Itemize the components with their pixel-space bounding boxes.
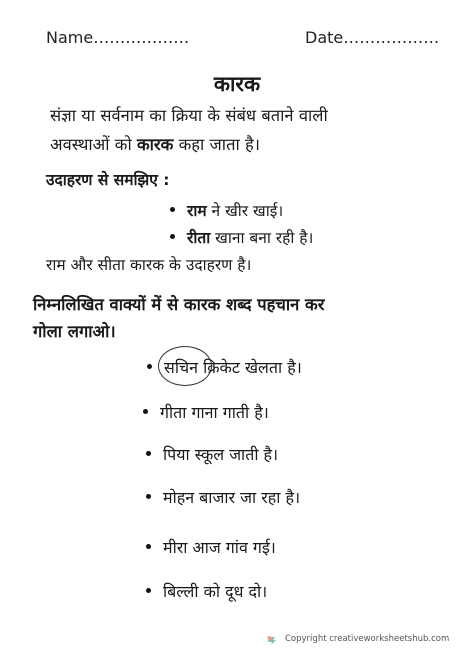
bullet-icon [146, 544, 151, 549]
exercise-item-text: बिल्ली को दूध दो। [163, 582, 268, 601]
intro-keyword: कारक [136, 135, 174, 154]
intro-line-2-post: कहा जाता है। [173, 135, 261, 154]
exercise-item-text: गीता गाना गाती है। [160, 403, 269, 422]
name-field-label: Name……………… [46, 28, 190, 47]
exercise-item [146, 536, 276, 558]
exercise-instruction-line-1: निम्नलिखित वाक्यों में से कारक शब्द पहचान कर [33, 295, 325, 314]
exercise-item-rest: क्रिकेट खेलता है। [198, 358, 302, 377]
exercise-item [147, 356, 302, 378]
bullet-icon [170, 234, 175, 239]
exercise-item-text: पिया स्कूल जाती है। [163, 445, 279, 464]
example-item [170, 199, 283, 221]
bullet-icon [170, 207, 175, 212]
examples-summary: राम और सीता कारक के उदाहरण है। [46, 256, 252, 274]
circled-word-text: सचिन [164, 358, 199, 377]
date-field-label: Date……………… [305, 28, 440, 47]
circled-word [164, 356, 198, 378]
answer-circle [158, 346, 212, 386]
bullet-icon [143, 409, 148, 414]
intro-line-1: संज्ञा या सर्वनाम का क्रिया के संबंध बताने वाली [50, 106, 328, 125]
intro-line-2 [50, 132, 260, 155]
copyright-text: Copyright creativeworksheetshub.com [285, 634, 450, 644]
example-keyword: रीता [187, 229, 211, 247]
bullet-icon [146, 494, 151, 499]
exercise-item-text: मीरा आज गांव गई। [163, 538, 276, 557]
exercise-item [143, 401, 269, 423]
example-rest: ने खीर खाई। [206, 202, 284, 220]
exercise-item [146, 486, 300, 508]
exercise-item [146, 580, 267, 602]
page-title: कारक [213, 72, 261, 96]
site-logo-icon [266, 634, 278, 646]
exercise-item [146, 443, 278, 465]
bullet-icon [146, 588, 151, 593]
example-item [170, 226, 313, 248]
bullet-icon [146, 451, 151, 456]
example-keyword: राम [187, 202, 207, 220]
example-rest: खाना बना रही है। [210, 229, 314, 247]
bullet-icon [147, 364, 152, 369]
exercise-item-text: मोहन बाजार जा रहा है। [163, 488, 301, 507]
examples-heading: उदाहरण से समझिए : [46, 171, 170, 189]
intro-line-2-pre: अवस्थाओं को [50, 135, 137, 154]
exercise-instruction-line-2: गोला लगाओ। [33, 322, 116, 341]
